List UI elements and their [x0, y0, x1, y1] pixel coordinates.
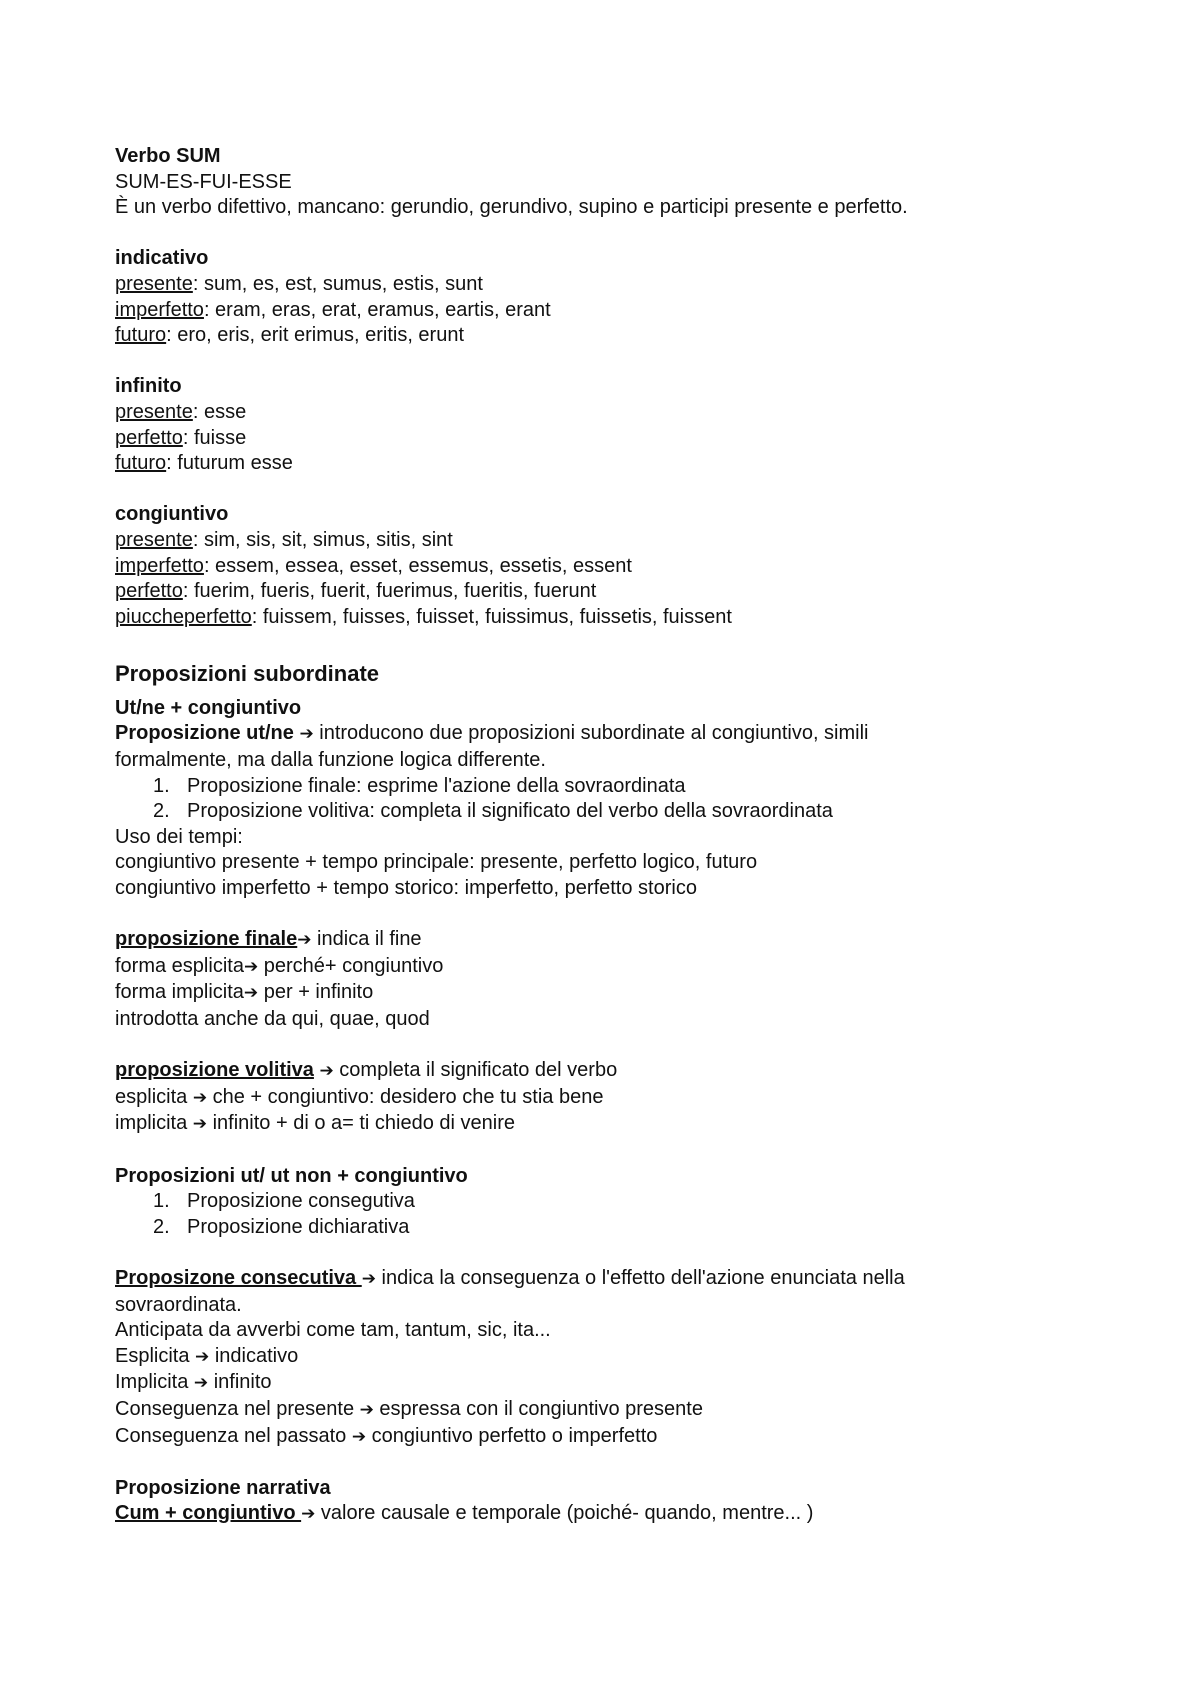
consecutiva-anticipata: Anticipata da avverbi come tam, tantum, sic, ita...	[115, 1319, 551, 1342]
tense-label: piuccheperfetto	[115, 605, 252, 628]
finale-row	[115, 954, 1115, 981]
volitiva-heading-row	[115, 1058, 1115, 1085]
volitiva-row	[115, 1111, 1115, 1138]
list-item	[115, 1215, 1115, 1241]
paradigm: SUM-ES-FUI-ESSE	[115, 170, 292, 193]
row-pre: forma implicita	[115, 981, 244, 1004]
indicativo-row	[115, 323, 1115, 349]
tense-forms: : esse	[192, 400, 247, 423]
finale-heading: proposizione finale	[115, 928, 298, 951]
tense-label: perfetto	[115, 426, 183, 449]
list-text: Proposizione volitiva: completa il significato del verbo della sovraordinata	[187, 800, 833, 823]
tense-forms: : eram, eras, erat, eramus, eartis, erant	[203, 298, 551, 321]
narrativa-row	[115, 1501, 1115, 1528]
tense-label: presente	[115, 272, 193, 295]
row-post: espressa con il congiuntivo presente	[373, 1397, 703, 1420]
tense-label: presente	[115, 528, 193, 551]
congiuntivo-row	[115, 605, 1115, 631]
arrow-icon: ➔	[193, 1373, 209, 1394]
row-pre: implicita	[115, 1112, 193, 1135]
list-number: 2.	[153, 1215, 170, 1238]
list-item	[115, 1189, 1115, 1215]
row-post: per + infinito	[258, 981, 374, 1004]
cum-label: Cum + congiuntivo	[115, 1502, 302, 1525]
volitiva-heading-text: completa il significato del verbo	[333, 1059, 618, 1082]
finale-heading-row	[115, 927, 1115, 954]
utne-lead-text: introducono due proposizioni subordinate al congiuntivo, simili	[313, 722, 869, 745]
utne-lead	[115, 721, 1115, 748]
finale-note: introdotta anche da qui, quae, quod	[115, 1008, 430, 1030]
arrow-icon: ➔	[195, 1346, 210, 1367]
row-post: infinito + di o a= ti chiedo di venire	[207, 1112, 516, 1135]
row-pre: Conseguenza nel passato	[115, 1424, 352, 1447]
doc-title: Verbo SUM	[115, 145, 221, 167]
row-post: congiuntivo perfetto o imperfetto	[366, 1424, 658, 1447]
consecutiva-row	[115, 1424, 1115, 1451]
list-number: 2.	[153, 800, 170, 823]
section-title: Proposizioni subordinate	[115, 660, 380, 686]
tempi-label: Uso dei tempi:	[115, 825, 243, 848]
row-pre: Esplicita	[115, 1344, 196, 1367]
volitiva-heading: proposizione volitiva	[115, 1059, 314, 1082]
list-text: Proposizione finale: esprime l'azione della sovraordinata	[187, 774, 686, 797]
consecutiva-row	[115, 1344, 1115, 1371]
infinito-heading: infinito	[115, 375, 182, 398]
consecutiva-heading-text: indica la conseguenza o l'effetto dell'azione enunciata nella	[375, 1266, 905, 1289]
tense-label: presente	[115, 400, 193, 423]
consecutiva-heading: Proposizone consecutiva	[115, 1266, 362, 1289]
congiuntivo-row	[115, 554, 1115, 580]
finale-row	[115, 980, 1115, 1007]
utnon-heading: Proposizioni ut/ ut non + congiuntivo	[115, 1164, 468, 1187]
tense-label: imperfetto	[115, 298, 204, 321]
row-post: indicativo	[209, 1344, 299, 1367]
tense-forms: : fuerim, fueris, fuerit, fuerimus, fueritis, fuerunt	[182, 580, 597, 603]
tense-label: imperfetto	[115, 554, 204, 577]
arrow-icon: ➔	[297, 930, 312, 951]
row-post: perché+ congiuntivo	[258, 954, 444, 977]
indicativo-row	[115, 298, 1115, 324]
row-pre: forma esplicita	[115, 954, 244, 977]
arrow-icon: ➔	[243, 983, 259, 1004]
list-text: Proposizione consegutiva	[187, 1190, 415, 1213]
consecutiva-row	[115, 1397, 1115, 1424]
arrow-icon: ➔	[351, 1426, 367, 1447]
tense-forms: : essem, essea, esset, essemus, essetis, essent	[203, 554, 632, 577]
arrow-icon: ➔	[361, 1268, 376, 1289]
arrow-icon: ➔	[301, 1504, 316, 1525]
infinito-row	[115, 451, 1115, 477]
arrow-icon: ➔	[359, 1399, 374, 1420]
row-post: infinito	[208, 1371, 272, 1394]
tempi-row: congiuntivo presente + tempo principale: presente, perfetto logico, futuro	[115, 851, 758, 874]
tense-forms: : ero, eris, erit erimus, eritis, erunt	[166, 324, 465, 347]
row-pre: Conseguenza nel presente	[115, 1397, 360, 1420]
arrow-icon: ➔	[299, 724, 314, 745]
consecutiva-heading-cont: sovraordinata.	[115, 1293, 242, 1316]
congiuntivo-row	[115, 528, 1115, 554]
arrow-icon: ➔	[192, 1114, 208, 1135]
congiuntivo-heading: congiuntivo	[115, 503, 229, 526]
infinito-row	[115, 400, 1115, 426]
utne-heading: Ut/ne + congiuntivo	[115, 696, 302, 719]
utne-lead-bold: Proposizione ut/ne	[115, 722, 294, 745]
tense-label: futuro	[115, 324, 167, 347]
consecutiva-row	[115, 1370, 1115, 1397]
narrativa-heading: Proposizione narrativa	[115, 1476, 331, 1499]
arrow-icon: ➔	[319, 1061, 334, 1082]
tense-forms: : fuisse	[182, 426, 247, 449]
arrow-icon: ➔	[192, 1087, 208, 1108]
list-number: 1.	[153, 774, 170, 797]
cum-text: valore causale e temporale (poiché- quando, mentre... )	[315, 1502, 814, 1525]
infinito-row	[115, 426, 1115, 452]
volitiva-row	[115, 1085, 1115, 1112]
finale-heading-text: indica il fine	[311, 928, 422, 951]
list-number: 1.	[153, 1190, 170, 1213]
congiuntivo-row	[115, 579, 1115, 605]
tense-forms: : fuissem, fuisses, fuisset, fuissimus, fuissetis, fuissent	[251, 605, 732, 628]
list-text: Proposizione dichiarativa	[187, 1215, 410, 1238]
tense-label: futuro	[115, 452, 167, 475]
arrow-icon: ➔	[243, 956, 259, 977]
tense-forms: : sum, es, est, sumus, estis, sunt	[192, 272, 483, 295]
document-page	[115, 144, 1115, 1528]
utne-lead-cont: formalmente, ma dalla funzione logica differente.	[115, 749, 546, 772]
tense-label: perfetto	[115, 580, 183, 603]
indicativo-heading: indicativo	[115, 247, 209, 270]
list-item	[115, 774, 1115, 800]
row-pre: esplicita	[115, 1085, 193, 1108]
row-pre: Implicita	[115, 1371, 194, 1394]
tense-forms: : futurum esse	[166, 452, 293, 475]
consecutiva-heading-row	[115, 1266, 1115, 1293]
tempi-row: congiuntivo imperfetto + tempo storico: imperfetto, perfetto storico	[115, 877, 697, 900]
indicativo-row	[115, 272, 1115, 298]
row-post: che + congiuntivo: desidero che tu stia bene	[207, 1085, 604, 1108]
intro-text: È un verbo difettivo, mancano: gerundio, gerundivo, supino e participi presente e perfetto.	[115, 196, 908, 219]
tense-forms: : sim, sis, sit, simus, sitis, sint	[192, 528, 453, 551]
list-item	[115, 799, 1115, 825]
